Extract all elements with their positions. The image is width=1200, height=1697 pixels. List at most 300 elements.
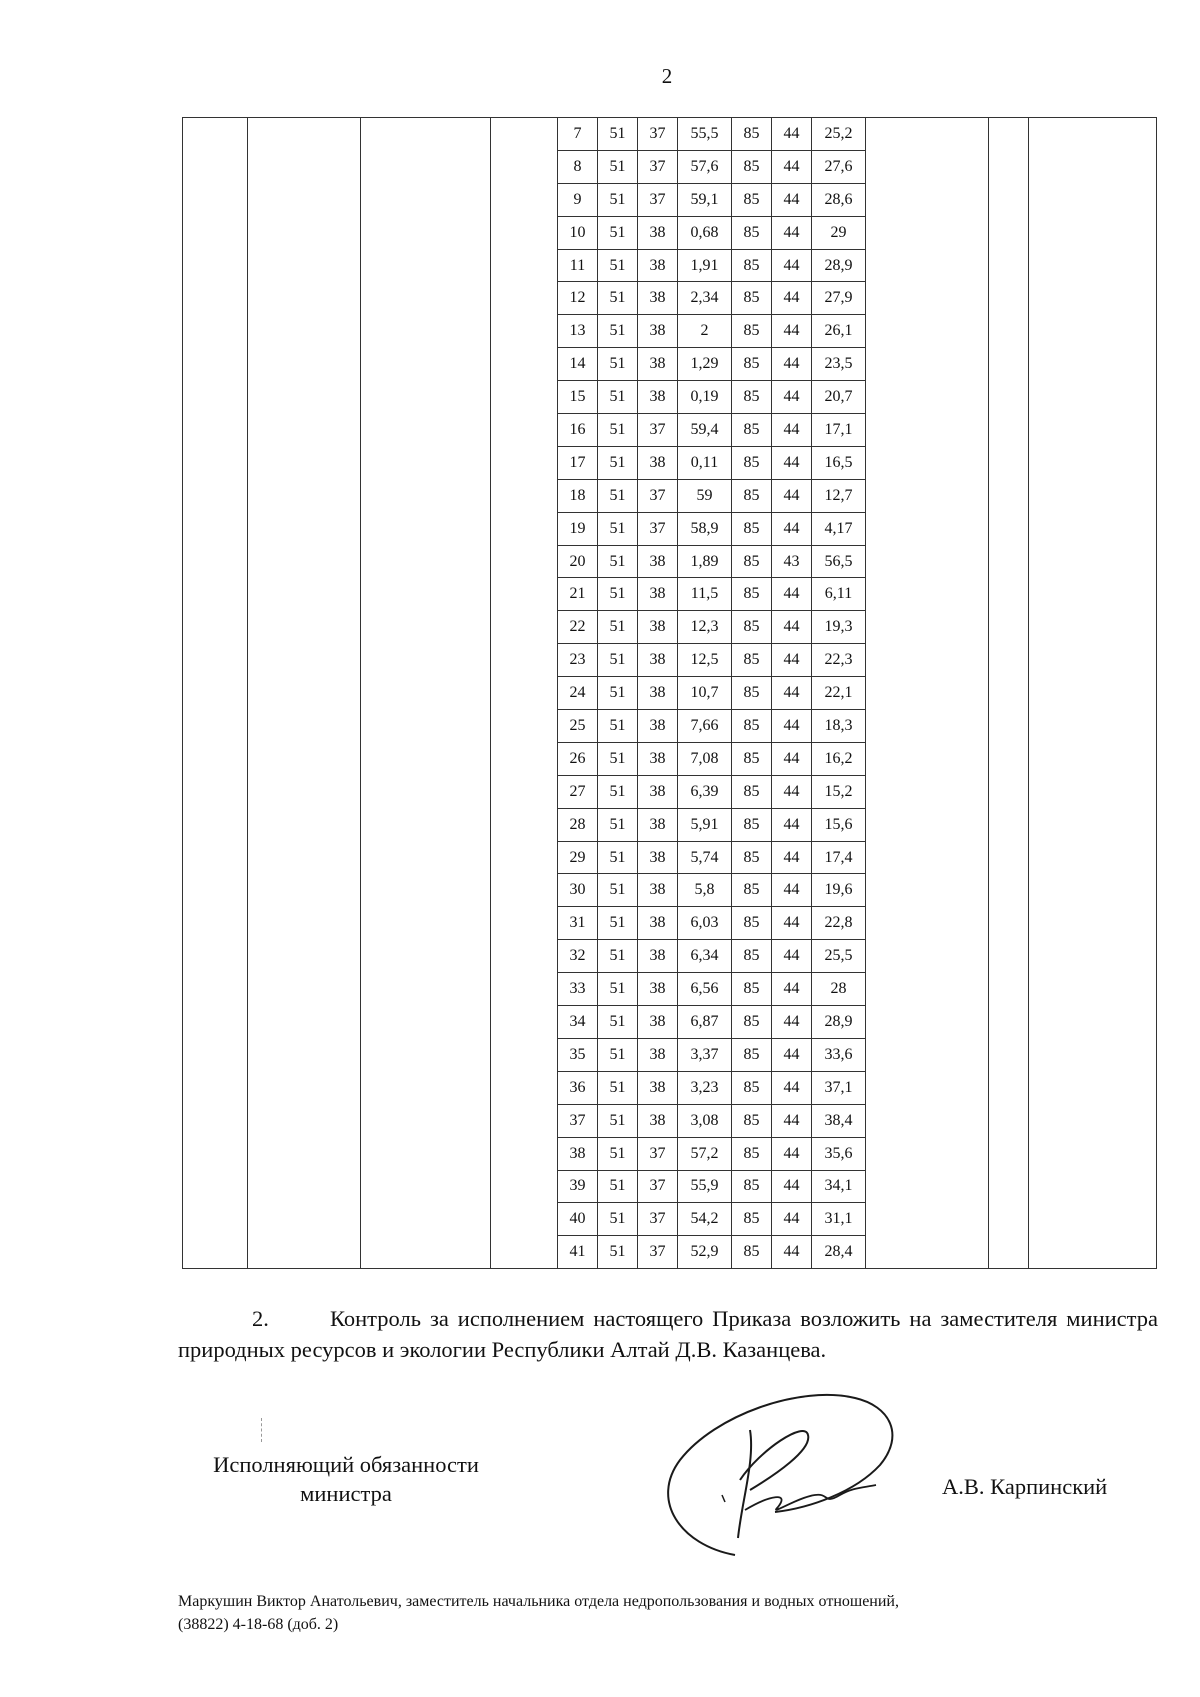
empty-cell: [989, 677, 1029, 710]
empty-cell: [989, 611, 1029, 644]
empty-cell: [1029, 808, 1157, 841]
empty-cell: [866, 874, 989, 907]
empty-cell: [989, 381, 1029, 414]
table-cell: 28: [812, 973, 866, 1006]
table-cell: 37: [638, 414, 678, 447]
table-cell: 51: [598, 1006, 638, 1039]
table-cell: 22,3: [812, 644, 866, 677]
empty-cell: [989, 479, 1029, 512]
table-cell: 85: [732, 249, 772, 282]
empty-cell: [1029, 479, 1157, 512]
table-cell: 51: [598, 150, 638, 183]
table-cell: 29: [558, 841, 598, 874]
table-cell: 20,7: [812, 381, 866, 414]
table-cell: 19,6: [812, 874, 866, 907]
empty-cell: [361, 479, 491, 512]
table-cell: 51: [598, 677, 638, 710]
empty-cell: [989, 874, 1029, 907]
table-cell: 57,2: [678, 1137, 732, 1170]
table-cell: 85: [732, 1170, 772, 1203]
empty-cell: [866, 381, 989, 414]
table-cell: 10: [558, 216, 598, 249]
signer-name: А.В. Карпинский: [942, 1474, 1108, 1499]
table-cell: 17,4: [812, 841, 866, 874]
table-row: [183, 512, 1157, 545]
table-cell: 21: [558, 578, 598, 611]
table-cell: 85: [732, 841, 772, 874]
empty-cell: [1029, 841, 1157, 874]
table-cell: 38: [638, 216, 678, 249]
empty-cell: [361, 1137, 491, 1170]
table-cell: 85: [732, 1203, 772, 1236]
empty-cell: [491, 1038, 558, 1071]
empty-cell: [866, 940, 989, 973]
empty-cell: [248, 118, 361, 151]
table-cell: 51: [598, 1038, 638, 1071]
table-cell: 0,19: [678, 381, 732, 414]
empty-cell: [491, 644, 558, 677]
empty-cell: [866, 677, 989, 710]
table-cell: 52,9: [678, 1236, 732, 1269]
empty-cell: [1029, 282, 1157, 315]
empty-cell: [248, 282, 361, 315]
empty-cell: [183, 446, 248, 479]
table-cell: 44: [772, 578, 812, 611]
empty-cell: [491, 216, 558, 249]
table-cell: 15,2: [812, 775, 866, 808]
table-cell: 51: [598, 1170, 638, 1203]
table-cell: 17: [558, 446, 598, 479]
empty-cell: [183, 710, 248, 743]
clause-text: Контроль за исполнением настоящего Приказа возложить на заместителя министра природных ресурсов и экологии Республики Алтай Д.В. Казанцева.: [178, 1306, 1158, 1362]
empty-cell: [361, 874, 491, 907]
empty-cell: [248, 545, 361, 578]
empty-cell: [491, 1170, 558, 1203]
empty-cell: [989, 1104, 1029, 1137]
table-row: [183, 183, 1157, 216]
empty-cell: [183, 479, 248, 512]
table-cell: 36: [558, 1071, 598, 1104]
empty-cell: [183, 1137, 248, 1170]
table-cell: 4,17: [812, 512, 866, 545]
table-cell: 44: [772, 183, 812, 216]
table-cell: 51: [598, 940, 638, 973]
empty-cell: [361, 578, 491, 611]
table-row: [183, 940, 1157, 973]
empty-cell: [361, 1170, 491, 1203]
table-cell: 51: [598, 118, 638, 151]
empty-cell: [866, 446, 989, 479]
empty-cell: [1029, 414, 1157, 447]
table-cell: 54,2: [678, 1203, 732, 1236]
empty-cell: [1029, 677, 1157, 710]
table-row: [183, 710, 1157, 743]
empty-cell: [248, 907, 361, 940]
empty-cell: [1029, 183, 1157, 216]
table-cell: 85: [732, 1137, 772, 1170]
empty-cell: [183, 315, 248, 348]
table-cell: 12,5: [678, 644, 732, 677]
table-cell: 20: [558, 545, 598, 578]
empty-cell: [248, 1038, 361, 1071]
table-cell: 85: [732, 315, 772, 348]
empty-cell: [183, 282, 248, 315]
empty-cell: [989, 282, 1029, 315]
table-cell: 59,4: [678, 414, 732, 447]
empty-cell: [248, 775, 361, 808]
table-cell: 16,2: [812, 742, 866, 775]
empty-cell: [491, 150, 558, 183]
empty-cell: [248, 841, 361, 874]
empty-cell: [1029, 446, 1157, 479]
table-cell: 44: [772, 315, 812, 348]
empty-cell: [361, 150, 491, 183]
empty-cell: [361, 710, 491, 743]
empty-cell: [248, 644, 361, 677]
empty-cell: [183, 874, 248, 907]
empty-cell: [989, 446, 1029, 479]
empty-cell: [361, 644, 491, 677]
table-row: [183, 249, 1157, 282]
table-cell: 38: [638, 841, 678, 874]
empty-cell: [361, 446, 491, 479]
table-cell: 28: [558, 808, 598, 841]
empty-cell: [1029, 644, 1157, 677]
table-cell: 44: [772, 1203, 812, 1236]
table-cell: 27,9: [812, 282, 866, 315]
empty-cell: [989, 742, 1029, 775]
empty-cell: [183, 973, 248, 1006]
table-cell: 44: [772, 907, 812, 940]
table-cell: 5,91: [678, 808, 732, 841]
empty-cell: [183, 1038, 248, 1071]
empty-cell: [491, 1203, 558, 1236]
empty-cell: [361, 1104, 491, 1137]
empty-cell: [866, 907, 989, 940]
empty-cell: [361, 216, 491, 249]
empty-cell: [1029, 512, 1157, 545]
table-cell: 24: [558, 677, 598, 710]
table-cell: 44: [772, 479, 812, 512]
empty-cell: [183, 1170, 248, 1203]
empty-cell: [183, 775, 248, 808]
table-cell: 6,87: [678, 1006, 732, 1039]
empty-cell: [1029, 710, 1157, 743]
empty-cell: [1029, 381, 1157, 414]
table-cell: 18,3: [812, 710, 866, 743]
empty-cell: [491, 940, 558, 973]
empty-cell: [491, 1006, 558, 1039]
table-cell: 44: [772, 249, 812, 282]
empty-cell: [989, 578, 1029, 611]
empty-cell: [491, 1137, 558, 1170]
empty-cell: [183, 1203, 248, 1236]
empty-cell: [248, 1006, 361, 1039]
table-cell: 12,7: [812, 479, 866, 512]
table-cell: 85: [732, 644, 772, 677]
empty-cell: [491, 249, 558, 282]
table-cell: 38: [638, 381, 678, 414]
table-cell: 30: [558, 874, 598, 907]
table-cell: 59: [678, 479, 732, 512]
empty-cell: [1029, 611, 1157, 644]
empty-cell: [248, 710, 361, 743]
table-cell: 44: [772, 118, 812, 151]
empty-cell: [491, 118, 558, 151]
empty-cell: [248, 578, 361, 611]
table-cell: 28,9: [812, 1006, 866, 1039]
empty-cell: [491, 183, 558, 216]
table-cell: 44: [772, 775, 812, 808]
table-cell: 85: [732, 874, 772, 907]
table-cell: 44: [772, 841, 812, 874]
table-cell: 35,6: [812, 1137, 866, 1170]
table-cell: 3,08: [678, 1104, 732, 1137]
empty-cell: [361, 1071, 491, 1104]
empty-cell: [491, 381, 558, 414]
table-cell: 51: [598, 1203, 638, 1236]
table-cell: 12: [558, 282, 598, 315]
signer-title-line2: министра: [300, 1481, 392, 1506]
empty-cell: [989, 841, 1029, 874]
table-row: [183, 315, 1157, 348]
executor-note: [178, 1590, 1158, 1636]
table-row: [183, 446, 1157, 479]
table-cell: 44: [772, 808, 812, 841]
table-cell: 85: [732, 907, 772, 940]
table-cell: 34: [558, 1006, 598, 1039]
table-cell: 38: [638, 775, 678, 808]
table-cell: 44: [772, 381, 812, 414]
table-cell: 44: [772, 1038, 812, 1071]
table-cell: 85: [732, 282, 772, 315]
empty-cell: [183, 348, 248, 381]
table-cell: 44: [772, 742, 812, 775]
table-cell: 51: [598, 249, 638, 282]
empty-cell: [361, 841, 491, 874]
empty-cell: [1029, 348, 1157, 381]
table-cell: 38: [638, 1104, 678, 1137]
empty-cell: [491, 348, 558, 381]
table-cell: 85: [732, 512, 772, 545]
table-cell: 33,6: [812, 1038, 866, 1071]
table-cell: 51: [598, 907, 638, 940]
empty-cell: [491, 282, 558, 315]
table-cell: 38: [638, 315, 678, 348]
empty-cell: [989, 249, 1029, 282]
empty-cell: [989, 150, 1029, 183]
handwritten-signature: [640, 1380, 910, 1570]
table-cell: 28,6: [812, 183, 866, 216]
table-cell: 3,37: [678, 1038, 732, 1071]
empty-cell: [866, 315, 989, 348]
table-cell: 51: [598, 611, 638, 644]
table-cell: 51: [598, 348, 638, 381]
table-cell: 51: [598, 808, 638, 841]
empty-cell: [1029, 1038, 1157, 1071]
table-cell: 1,89: [678, 545, 732, 578]
empty-cell: [248, 183, 361, 216]
table-cell: 51: [598, 710, 638, 743]
empty-cell: [248, 742, 361, 775]
table-row: [183, 907, 1157, 940]
table-cell: 85: [732, 1038, 772, 1071]
scan-mark: [261, 1418, 263, 1442]
empty-cell: [866, 710, 989, 743]
empty-cell: [248, 1071, 361, 1104]
empty-cell: [1029, 1137, 1157, 1170]
table-cell: 6,39: [678, 775, 732, 808]
table-cell: 35: [558, 1038, 598, 1071]
empty-cell: [866, 545, 989, 578]
empty-cell: [183, 216, 248, 249]
empty-cell: [989, 118, 1029, 151]
table-cell: 6,11: [812, 578, 866, 611]
table-cell: 85: [732, 1236, 772, 1269]
table-cell: 38: [638, 611, 678, 644]
table-cell: 38,4: [812, 1104, 866, 1137]
table-cell: 9: [558, 183, 598, 216]
table-cell: 51: [598, 216, 638, 249]
page-number: 2: [661, 64, 673, 88]
empty-cell: [361, 348, 491, 381]
table-cell: 44: [772, 677, 812, 710]
empty-cell: [183, 249, 248, 282]
empty-cell: [491, 907, 558, 940]
table-cell: 51: [598, 282, 638, 315]
empty-cell: [248, 479, 361, 512]
table-cell: 7: [558, 118, 598, 151]
signer-title: [186, 1450, 506, 1508]
table-cell: 1,91: [678, 249, 732, 282]
table-cell: 85: [732, 677, 772, 710]
table-row: [183, 1006, 1157, 1039]
empty-cell: [989, 315, 1029, 348]
table-cell: 38: [638, 249, 678, 282]
empty-cell: [183, 940, 248, 973]
empty-cell: [248, 414, 361, 447]
empty-cell: [183, 1104, 248, 1137]
empty-cell: [491, 1236, 558, 1269]
table-row: [183, 742, 1157, 775]
table-row: [183, 973, 1157, 1006]
table-cell: 51: [598, 578, 638, 611]
empty-cell: [866, 973, 989, 1006]
table-cell: 85: [732, 710, 772, 743]
table-cell: 51: [598, 874, 638, 907]
empty-cell: [183, 742, 248, 775]
empty-cell: [361, 973, 491, 1006]
table-cell: 31,1: [812, 1203, 866, 1236]
table-row: [183, 545, 1157, 578]
table-cell: 55,5: [678, 118, 732, 151]
table-cell: 85: [732, 479, 772, 512]
table-cell: 44: [772, 874, 812, 907]
table-cell: 11: [558, 249, 598, 282]
table-cell: 38: [638, 808, 678, 841]
empty-cell: [989, 940, 1029, 973]
table-cell: 51: [598, 775, 638, 808]
clause-number: 2.: [252, 1306, 269, 1331]
table-cell: 37: [638, 1203, 678, 1236]
empty-cell: [361, 381, 491, 414]
empty-cell: [1029, 907, 1157, 940]
table-cell: 85: [732, 1071, 772, 1104]
empty-cell: [183, 1006, 248, 1039]
table-row: [183, 1236, 1157, 1269]
table-cell: 38: [638, 973, 678, 1006]
table-cell: 31: [558, 907, 598, 940]
table-cell: 3,23: [678, 1071, 732, 1104]
empty-cell: [248, 940, 361, 973]
table-row: [183, 874, 1157, 907]
table-cell: 38: [638, 1038, 678, 1071]
table-cell: 44: [772, 644, 812, 677]
empty-cell: [183, 1071, 248, 1104]
empty-cell: [491, 677, 558, 710]
empty-cell: [183, 841, 248, 874]
empty-cell: [491, 775, 558, 808]
empty-cell: [361, 1038, 491, 1071]
empty-cell: [248, 315, 361, 348]
empty-cell: [866, 512, 989, 545]
table-cell: 10,7: [678, 677, 732, 710]
empty-cell: [361, 249, 491, 282]
table-cell: 2,34: [678, 282, 732, 315]
empty-cell: [361, 1203, 491, 1236]
empty-cell: [1029, 874, 1157, 907]
coordinates-table-body: [183, 118, 1157, 1269]
empty-cell: [989, 1006, 1029, 1039]
empty-cell: [866, 644, 989, 677]
table-cell: 38: [638, 644, 678, 677]
empty-cell: [491, 808, 558, 841]
empty-cell: [183, 1236, 248, 1269]
table-cell: 17,1: [812, 414, 866, 447]
table-cell: 38: [638, 940, 678, 973]
empty-cell: [361, 545, 491, 578]
empty-cell: [866, 414, 989, 447]
empty-cell: [491, 578, 558, 611]
empty-cell: [183, 611, 248, 644]
table-cell: 6,03: [678, 907, 732, 940]
empty-cell: [989, 216, 1029, 249]
table-cell: 51: [598, 1104, 638, 1137]
empty-cell: [361, 677, 491, 710]
empty-cell: [866, 150, 989, 183]
table-cell: 51: [598, 512, 638, 545]
empty-cell: [989, 775, 1029, 808]
table-cell: 38: [638, 742, 678, 775]
table-cell: 44: [772, 446, 812, 479]
table-row: [183, 1137, 1157, 1170]
table-row: [183, 479, 1157, 512]
empty-cell: [491, 973, 558, 1006]
empty-cell: [1029, 742, 1157, 775]
table-cell: 38: [638, 710, 678, 743]
empty-cell: [248, 150, 361, 183]
table-cell: 37,1: [812, 1071, 866, 1104]
table-cell: 44: [772, 611, 812, 644]
empty-cell: [866, 1203, 989, 1236]
table-cell: 85: [732, 1006, 772, 1039]
table-row: [183, 1170, 1157, 1203]
empty-cell: [491, 545, 558, 578]
empty-cell: [361, 1006, 491, 1039]
table-cell: 44: [772, 348, 812, 381]
empty-cell: [491, 611, 558, 644]
table-cell: 27,6: [812, 150, 866, 183]
